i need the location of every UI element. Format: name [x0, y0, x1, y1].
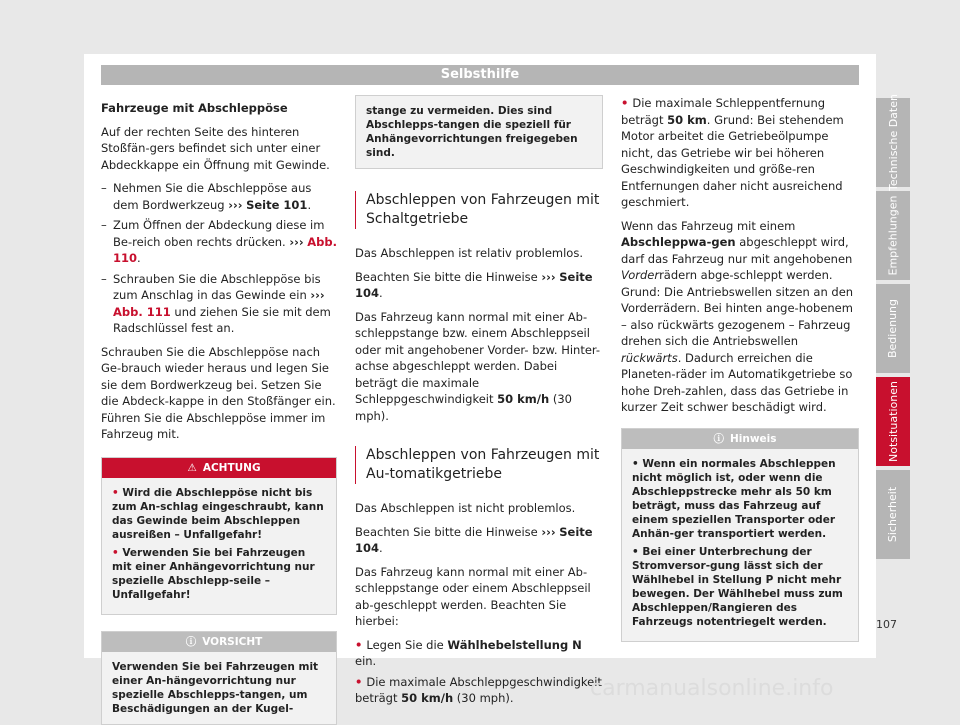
warning-box: [101, 457, 337, 615]
bullet-item: • Legen Sie die Wählhebelstellung N ein.: [355, 637, 582, 668]
note-item: • Bei einer Unterbrechung der Stromversor-gung lässt sich der Wählhebel in Stellung P nicht mehr bewegen. Der Wählhebel muss zum Abschleppen/Rangieren des Fahrzeugs notentriegelt werden.: [632, 545, 843, 628]
warning-icon: ⚠: [187, 461, 197, 474]
note-box: [621, 428, 859, 642]
column-1: [101, 100, 337, 725]
chapter-tabs: [876, 94, 910, 563]
section-header: Selbsthilfe: [101, 65, 859, 85]
step-item: – Schrauben Sie die Abschleppöse bis zum Anschlag in das Gewinde ein ››› Abb. 111 und ziehen Sie sie mit dem Radschlüssel fest an.: [101, 271, 337, 337]
step-item: – Zum Öffnen der Abdeckung diese im Be-reich oben rechts drücken. ››› Abb. 110.: [101, 217, 337, 267]
paragraph: Wenn das Fahrzeug mit einem Abschleppwa-gen abgeschleppt wird, darf das Fahrzeug nur mit angehobenen Vorderrädern abge-schleppt werden. Grund: Die Antriebswellen sitzen an den Vorderrädern. Bei hinten ange-hobenem – also rückwärts gezogenem – Fahrzeug drehen sich die Antriebswellen rückwärts. Dadurch erreichen die Planeten-räder im Automatikgetriebe so hohe Dreh-zahlen, dass das Getriebe in kurzer Zeit schwer beschädigt wird.: [621, 218, 854, 414]
paragraph: Das Abschleppen ist relativ problemlos.: [355, 246, 583, 260]
page-link[interactable]: Seite 104: [355, 269, 593, 300]
bullet-item: • Die maximale Schleppentfernung beträgt 50 km. Grund: Bei stehendem Motor arbeitet die Getriebeölpumpe nicht, das Getriebe wir bei höheren Geschwindigkeiten und größe-ren Entfernungen daher nicht ausreichend geschmiert.: [621, 96, 844, 209]
step-item: – Nehmen Sie die Abschleppöse aus dem Bordwerkzeug ››› Seite 101.: [101, 180, 337, 213]
caution-box: [101, 631, 337, 725]
note-header: ⓘ Hinweis: [622, 429, 858, 449]
caution-box-continued: stange zu vermeiden. Dies sind Abschlepps-tangen die speziell für Anhängevorrichtungen freigegeben sind.: [355, 95, 603, 169]
tab-empfehlungen[interactable]: Empfehlungen: [876, 191, 910, 280]
tab-notsituationen[interactable]: Notsituationen: [876, 377, 910, 466]
caution-body: Verwenden Sie bei Fahrzeugen mit einer An-hängevorrichtung nur spezielle Abschlepps-tangen, um Beschädigungen an der Kugel-: [112, 660, 319, 715]
watermark: carmanualsonline.info: [590, 676, 834, 701]
intro-text: Auf der rechten Seite des hinteren Stoßfän-gers befindet sich unter einer Abdeckkappe ein Öffnung mit Gewinde.: [101, 124, 330, 172]
paragraph: Das Abschleppen ist nicht problemlos.: [355, 501, 576, 515]
paragraph: Das Fahrzeug kann normal mit einer Ab-schleppstange oder einem Abschleppseil ab-geschleppt werden. Beachten Sie hierbei:: [355, 564, 591, 628]
heading-schaltgetriebe: Abschleppen von Fahrzeugen mit Schaltgetriebe: [355, 191, 603, 229]
note-item: • Wenn ein normales Abschleppen nicht möglich ist, oder wenn die Abschleppstrecke mehr als 50 km beträgt, muss das Fahrzeug auf einem speziellen Transporter oder Anhän-ger transportiert werden.: [632, 457, 836, 540]
page-link[interactable]: Seite 101: [246, 197, 308, 212]
note-body: [622, 449, 858, 641]
warning-item: • Wird die Abschleppöse nicht bis zum An-schlag eingeschraubt, kann das Gewinde beim Abschleppen ausreißen – Unfallgefahr!: [112, 486, 324, 541]
figure-link[interactable]: Abb. 111: [113, 304, 171, 319]
page-link[interactable]: Seite 104: [355, 524, 593, 555]
paragraph: Beachten Sie bitte die Hinweise ››› Seite 104.: [355, 269, 593, 300]
warning-item: • Verwenden Sie bei Fahrzeugen mit einer Anhängevorrichtung nur spezielle Abschlepp-seile – Unfallgefahr!: [112, 546, 315, 601]
info-circle-icon: ⓘ: [185, 635, 197, 648]
figure-link[interactable]: Abb. 110: [113, 234, 337, 265]
heading-abschleppoese: Fahrzeuge mit Abschleppöse: [101, 101, 288, 115]
usage-text: Schrauben Sie die Abschleppöse nach Ge-brauch wieder heraus und legen Sie sie dem Bordwerkzeug bei. Setzen Sie die Abdeck-kappe in den Stoßfänger ein. Führen Sie die Abschleppöse immer im Fahrzeug mit.: [101, 344, 336, 441]
heading-automatikgetriebe: Abschleppen von Fahrzeugen mit Au-tomatikgetriebe: [355, 446, 603, 484]
page-number: 107: [876, 618, 897, 631]
column-3: [621, 95, 859, 642]
paragraph: Das Fahrzeug kann normal mit einer Ab-schleppstange bzw. einem Abschleppseil oder mit angehobener Vorder- bzw. Hinter-achse abgeschleppt werden. Dabei beträgt die maximale Schleppgeschwindigkeit 50 km/h (30 mph).: [355, 309, 601, 423]
tab-bedienung[interactable]: Bedienung: [876, 284, 910, 373]
column-2: [355, 95, 603, 711]
tab-sicherheit[interactable]: Sicherheit: [876, 470, 910, 559]
warning-header: ⚠ ACHTUNG: [102, 458, 336, 478]
bullet-item: • Die maximale Abschleppgeschwindigkeit beträgt 50 km/h (30 mph).: [355, 674, 602, 705]
tab-technische-daten[interactable]: Technische Daten: [876, 98, 910, 187]
caution-header: ⓘ VORSICHT: [102, 632, 336, 652]
steps-list: [101, 180, 337, 337]
warning-body: [102, 478, 336, 614]
info-circle-icon: ⓘ: [713, 432, 724, 445]
paragraph: Beachten Sie bitte die Hinweise ››› Seite 104.: [355, 524, 593, 555]
